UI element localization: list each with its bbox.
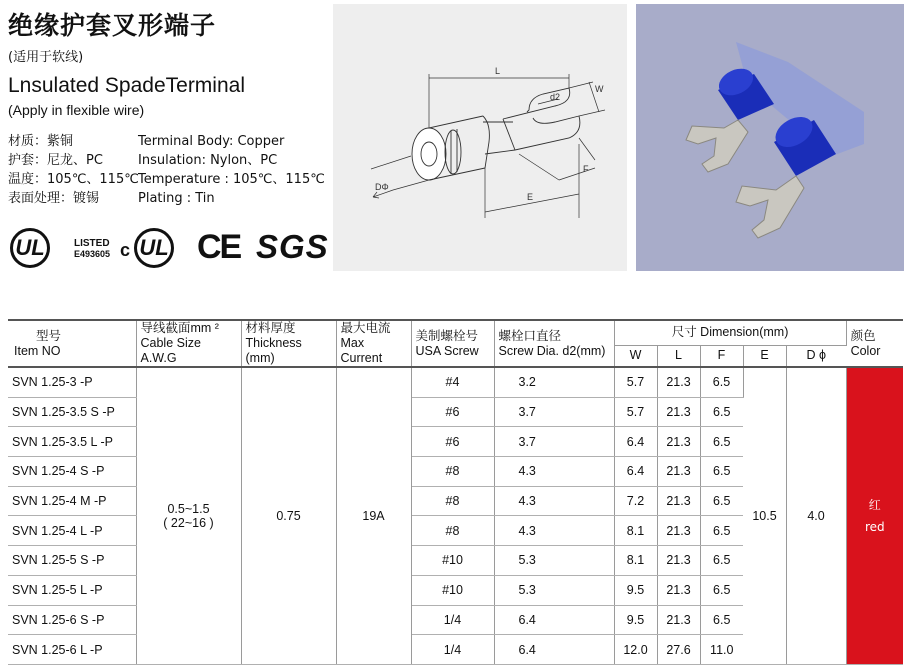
col-header-current: 最大电流 Max Current xyxy=(336,320,411,367)
screw-dia: 3.2 xyxy=(494,367,614,397)
dim-w: 12.0 xyxy=(614,635,657,665)
dim-label-f: F xyxy=(583,164,589,174)
page-title-cn: 绝缘护套叉形端子 xyxy=(8,11,217,40)
item-no: SVN 1.25-3.5 S -P xyxy=(8,397,136,427)
color-cell: 红 red xyxy=(846,367,903,664)
dim-l: 27.6 xyxy=(657,635,700,665)
item-no: SVN 1.25-5 L -P xyxy=(8,575,136,605)
dim-w: 7.2 xyxy=(614,486,657,516)
usa-screw: 1/4 xyxy=(411,605,494,635)
col-header-d: D ϕ xyxy=(786,345,846,367)
listed-label: LISTED xyxy=(74,238,110,249)
dim-f: 11.0 xyxy=(700,635,743,665)
dim-w: 6.4 xyxy=(614,457,657,487)
dim-f: 6.5 xyxy=(700,397,743,427)
spec-temperature-en: Temperature : 105℃、115℃ xyxy=(138,172,325,187)
specs-cn-list xyxy=(8,132,139,208)
cul-c-mark: c xyxy=(120,240,131,260)
dim-f: 6.5 xyxy=(700,486,743,516)
technical-drawing xyxy=(333,4,627,271)
dim-f: 6.5 xyxy=(700,546,743,576)
dim-l: 21.3 xyxy=(657,516,700,546)
spec-insulation-cn: 护套：尼龙、PC xyxy=(8,153,103,168)
product-photo xyxy=(636,4,904,271)
screw-dia: 5.3 xyxy=(494,575,614,605)
dim-label-d2: d2 xyxy=(550,92,561,102)
item-no: SVN 1.25-6 L -P xyxy=(8,635,136,665)
screw-dia: 4.3 xyxy=(494,486,614,516)
item-no: SVN 1.25-4 S -P xyxy=(8,457,136,487)
page-subtitle-cn: (适用于软线) xyxy=(8,50,84,65)
usa-screw: #4 xyxy=(411,367,494,397)
sgs-logo: SGS xyxy=(256,228,329,265)
dim-l: 21.3 xyxy=(657,546,700,576)
screw-dia: 3.7 xyxy=(494,397,614,427)
col-header-thickness: 材料厚度 Thickness (mm) xyxy=(241,320,336,367)
dim-f: 6.5 xyxy=(700,367,743,397)
terminal-drawing-svg xyxy=(333,4,627,271)
dim-l: 21.3 xyxy=(657,427,700,457)
dim-w: 5.7 xyxy=(614,367,657,397)
usa-screw: #6 xyxy=(411,397,494,427)
dim-w: 8.1 xyxy=(614,516,657,546)
ce-logo: CE xyxy=(197,228,241,266)
col-header-f: F xyxy=(700,345,743,367)
item-no: SVN 1.25-4 L -P xyxy=(8,516,136,546)
col-header-l: L xyxy=(657,345,700,367)
screw-dia: 3.7 xyxy=(494,427,614,457)
page-subtitle-en: (Apply in flexible wire) xyxy=(8,102,145,118)
item-no: SVN 1.25-6 S -P xyxy=(8,605,136,635)
spec-material-cn: 材质：紫铜 xyxy=(8,134,74,149)
dim-f: 6.5 xyxy=(700,457,743,487)
listed-code: E493605 xyxy=(74,249,111,259)
dim-label-d: DΦ xyxy=(375,182,389,192)
dim-f: 6.5 xyxy=(700,427,743,457)
dim-l: 21.3 xyxy=(657,605,700,635)
dim-w: 5.7 xyxy=(614,397,657,427)
listed-logo-text xyxy=(74,238,110,260)
spec-table xyxy=(8,319,903,665)
dim-e-cell: 10.5 xyxy=(743,367,786,664)
usa-screw: #10 xyxy=(411,546,494,576)
screw-dia: 4.3 xyxy=(494,516,614,546)
dim-l: 21.3 xyxy=(657,575,700,605)
ul-logo: UL xyxy=(10,228,50,268)
dim-label-w: W xyxy=(595,84,604,94)
spec-plating-cn: 表面处理：镀锡 xyxy=(8,191,100,206)
col-header-usa-screw: 美制螺栓号 USA Screw xyxy=(411,320,494,367)
cul-logo: UL xyxy=(134,228,174,268)
dim-f: 6.5 xyxy=(700,605,743,635)
page-title-en: Lnsulated SpadeTerminal xyxy=(8,74,245,97)
screw-dia: 5.3 xyxy=(494,546,614,576)
spec-plating-en: Plating : Tin xyxy=(138,191,215,206)
col-header-e: E xyxy=(743,345,786,367)
usa-screw: #8 xyxy=(411,457,494,487)
screw-dia: 6.4 xyxy=(494,605,614,635)
screw-dia: 4.3 xyxy=(494,457,614,487)
dim-w: 8.1 xyxy=(614,546,657,576)
col-header-color: 颜色 Color xyxy=(846,320,903,367)
dim-w: 9.5 xyxy=(614,605,657,635)
col-header-dimension: 尺寸 Dimension(mm) xyxy=(614,320,846,345)
col-header-w: W xyxy=(614,345,657,367)
dim-l: 21.3 xyxy=(657,367,700,397)
usa-screw: #6 xyxy=(411,427,494,457)
item-no: SVN 1.25-3 -P xyxy=(8,367,136,397)
item-no: SVN 1.25-3.5 L -P xyxy=(8,427,136,457)
product-photo-svg xyxy=(636,4,904,271)
dim-f: 6.5 xyxy=(700,516,743,546)
dim-l: 21.3 xyxy=(657,457,700,487)
thickness-cell: 0.75 xyxy=(241,367,336,664)
col-header-cable: 导线截面mm ² Cable Size A.W.G xyxy=(136,320,241,367)
spec-insulation-en: Insulation: Nylon、PC xyxy=(138,153,278,168)
spec-temperature-cn: 温度：105℃、115℃ xyxy=(8,172,139,187)
screw-dia: 6.4 xyxy=(494,635,614,665)
usa-screw: 1/4 xyxy=(411,635,494,665)
table-row xyxy=(8,367,903,397)
max-current-cell: 19A xyxy=(336,367,411,664)
usa-screw: #10 xyxy=(411,575,494,605)
dim-d-cell: 4.0 xyxy=(786,367,846,664)
dim-l: 21.3 xyxy=(657,486,700,516)
usa-screw: #8 xyxy=(411,516,494,546)
col-header-item: 型号 Item NO xyxy=(8,320,136,367)
usa-screw: #8 xyxy=(411,486,494,516)
col-header-screw-dia: 螺栓口直径 Screw Dia. d2(mm) xyxy=(494,320,614,367)
item-no: SVN 1.25-4 M -P xyxy=(8,486,136,516)
dim-label-e: E xyxy=(527,192,534,202)
dim-label-l: L xyxy=(495,66,501,76)
dim-w: 6.4 xyxy=(614,427,657,457)
specs-en-list xyxy=(138,132,325,208)
cable-size-cell: 0.5~1.5 ( 22~16 ) xyxy=(136,367,241,664)
spec-material-en: Terminal Body: Copper xyxy=(138,134,285,149)
dim-f: 6.5 xyxy=(700,575,743,605)
dim-l: 21.3 xyxy=(657,397,700,427)
item-no: SVN 1.25-5 S -P xyxy=(8,546,136,576)
dim-w: 9.5 xyxy=(614,575,657,605)
